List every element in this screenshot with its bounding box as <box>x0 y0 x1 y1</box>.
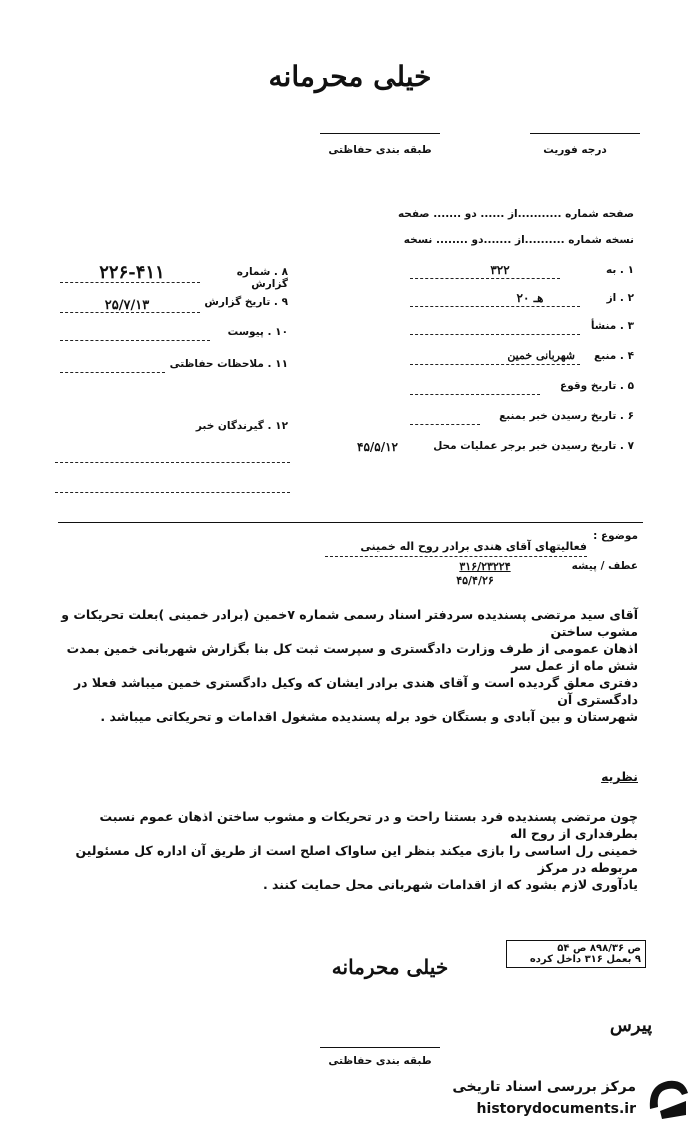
body-line-1: آقای سید مرتضی پسندیده سردفتر اسناد رسمی شماره ۷خمین (برادر خمینی )بعلت تحریکات و مشوب ساختن <box>61 607 638 639</box>
field-value-4: شهربانی خمین <box>507 349 575 362</box>
field-line-6 <box>410 424 480 425</box>
field-label-7: ۷ . تاریخ رسیدن خبر برجر عملیات محل <box>433 440 634 452</box>
urgency-label: درجه فوریت <box>543 144 607 156</box>
field-value-1: ۳۲۲ <box>490 263 510 277</box>
stamp-line-2: ۹ بعمل ۳۱۶ داخل کرده <box>529 954 641 965</box>
subject-line <box>325 556 587 557</box>
opinion-line-3: یادآوری لازم بشود که از اقدامات شهربانی محل حمایت کنند . <box>262 877 638 892</box>
signature: پیرس <box>609 1015 653 1036</box>
archive-logo-icon <box>642 1075 692 1123</box>
field-line-10 <box>60 340 210 341</box>
classification-label: طبقه بندی حفاظتی <box>328 144 432 156</box>
watermark <box>400 1075 696 1123</box>
field-label-2: ۲ . از <box>606 292 634 304</box>
field-value-9: ۲۵/۷/۱۳ <box>104 298 150 313</box>
urgency-underline <box>530 133 640 134</box>
section-divider <box>58 522 643 523</box>
body-line-4: شهرستان و بین آبادی و بستگان خود برله پسندیده مشغول اقدامات و تحریکاتی میباشد . <box>100 709 638 724</box>
field-line-8 <box>60 282 200 283</box>
field-label-8: ۸ . شماره گزارش <box>236 266 288 290</box>
stamp-line-1: ص ۸۹۸/۳۶ ص ۵۴ <box>557 943 641 954</box>
field-line-5 <box>410 394 540 395</box>
field-value-8: ۲۲۶-۴۱۱ <box>99 262 165 283</box>
field-label-3: ۳ . منشأ <box>590 320 634 332</box>
field-label-12: ۱۲ . گیرندگان خبر <box>195 420 288 432</box>
recipient-line-1 <box>55 462 290 463</box>
recipient-line-2 <box>55 492 290 493</box>
field-label-5: ۵ . تاریخ وقوع <box>560 380 634 392</box>
field-line-2 <box>410 306 580 307</box>
copy-count-line: نسخه شماره ..........از .......دو ........ نسخه <box>403 234 634 246</box>
field-line-3 <box>410 334 580 335</box>
field-line-9 <box>60 312 200 313</box>
reference-number: ۳۱۶/۲۳۲۲۴ <box>459 560 511 573</box>
field-line-11 <box>60 372 165 373</box>
body-line-2: اذهان عمومی از طرف وزارت دادگستری و سپرست ثبت کل بنا بگزارش شهربانی خمین بمدت شش ماه از عمل سر <box>66 641 638 673</box>
field-line-4 <box>410 364 580 365</box>
field-value-7: ۴۵/۵/۱۲ <box>357 440 398 454</box>
field-value-2: ۲۰ هـ <box>516 291 544 305</box>
opinion-line-2: خمینی رل اساسی را بازی میکند بنظر این ساواک اصلح است از طریق آن اداره کل مسئولین مربوطه در مرکز <box>75 843 638 875</box>
watermark-url: historydocuments.ir <box>476 1101 636 1117</box>
footer-underline <box>320 1047 440 1048</box>
opinion-label: نظریه <box>601 769 638 784</box>
field-label-1: ۱ . به <box>605 264 634 276</box>
field-label-10: ۱۰ . پیوست <box>227 326 288 338</box>
footer-handwriting: خیلی محرمانه <box>331 955 449 979</box>
classification-underline <box>320 133 440 134</box>
classification-title: خیلی محرمانه <box>268 60 432 93</box>
subject-label: موضوع : <box>593 530 638 542</box>
body-line-3: دفتری معلق گردیده است و آقای هندی برادر ایشان که وکیل دادگستری خمین میباشد فعلا در دادگستری آن <box>73 675 638 707</box>
subject-value: فعالیتهای آقای هندی برادر روح اله خمینی <box>360 540 587 553</box>
field-label-4: ۴ . منبع <box>594 350 634 362</box>
field-label-6: ۶ . تاریخ رسیدن خبر بمنبع <box>499 410 634 422</box>
footer-classification-label: طبقه بندی حفاظتی <box>328 1055 432 1067</box>
watermark-title: مرکز بررسی اسناد تاریخی <box>452 1079 636 1095</box>
reference-date: ۴۵/۴/۲۶ <box>456 574 494 587</box>
field-label-9: ۹ . تاریخ گزارش <box>204 296 288 308</box>
field-label-11: ۱۱ . ملاحظات حفاظتی <box>169 358 288 370</box>
reference-label: عطف / پیشه <box>571 560 638 572</box>
field-line-1 <box>410 278 560 279</box>
page-count-line: صفحه شماره ...........از ...... دو ....... صفحه <box>397 208 634 220</box>
registry-stamp <box>506 940 646 968</box>
opinion-line-1: چون مرتضی پسندیده فرد بستنا راحت و در تحریکات و مشوب ساختن اذهان عموم نسبت بطرفداری از روح اله <box>99 809 638 841</box>
